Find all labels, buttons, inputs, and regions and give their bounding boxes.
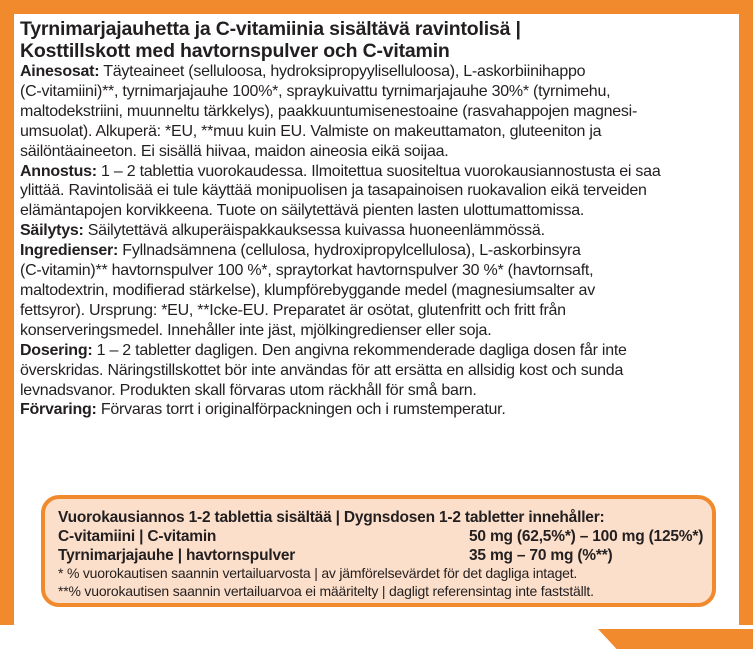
nutrient-name: Tyrnimarjajauhe | havtornspulver	[58, 547, 296, 564]
nutrition-box	[41, 495, 716, 607]
orange-corner-tab	[598, 629, 753, 649]
section-text: (C-vitamiini)**, tyrnimarjajauhe 100%*, spraykuivattu tyrnimarjajauhe 30%* (tyrnimehu,	[20, 82, 611, 100]
nutrition-row	[58, 546, 698, 565]
section-text: fettsyror). Ursprung: *EU, **Icke-EU. Preparatet är osötat, glutenfritt och fritt från	[20, 301, 566, 319]
section-ainesosat	[20, 62, 710, 162]
title-finnish: Tyrnimarjajauhetta ja C-vitamiinia sisältävä ravintolisä |	[20, 18, 521, 40]
footnote: * % vuorokautisen saannin vertailuarvosta | av jämförelsevärdet för det dagliga intaget.	[58, 565, 578, 581]
section-text: Förvaras torrt i originalförpackningen och i rumstemperatur.	[96, 401, 506, 419]
section-text: konserveringsmedel. Innehåller inte jäst, mjölkingredienser eller soja.	[20, 321, 492, 339]
section-sailytys	[20, 221, 710, 241]
nutrient-amount: 50 mg (62,5%*) – 100 mg (125%*)	[469, 528, 704, 545]
section-text: Säilytettävä alkuperäispakkauksessa kuivassa huoneenlämmössä.	[83, 222, 545, 240]
section-forvaring	[20, 400, 710, 420]
section-ingredienser	[20, 241, 710, 341]
section-label: Säilytys:	[20, 222, 84, 240]
section-text: (C-vitamin)** havtornspulver 100 %*, spraytorkat havtornspulver 30 %* (havtornsaft,	[20, 262, 594, 280]
section-annostus	[20, 162, 710, 222]
section-text: Täyteaineet (selluloosa, hydroksipropyyliselluloosa), L-askorbiinihappo	[99, 63, 586, 80]
section-text: ylittää. Ravintolisää ei tule käyttää monipuolisen ja tasapainoisen ruokavalion eikä terveiden	[20, 182, 647, 200]
footnote: **% vuorokautisen saannin vertailuarvoa ei määritelty | dagligt referensintag inte fastställt.	[58, 582, 594, 599]
section-text: överskridas. Näringstillskottet bör inte användas för att ersätta en allsidig kost och sunda	[20, 361, 624, 379]
section-text: maltodekstriini, muunneltu tärkkelys), paakkuuntumisenestoaine (rasvahappojen magnesi-	[20, 102, 638, 120]
nutrient-name: C-vitamiini | C-vitamin	[58, 528, 217, 545]
nutrient-amount: 35 mg – 70 mg (%**)	[469, 547, 613, 564]
section-label: Förvaring:	[20, 401, 97, 419]
section-text: 1 – 2 tablettia vuorokaudessa. Ilmoitettua suositeltua vuorokausiannostusta ei saa	[96, 162, 661, 180]
section-dosering	[20, 341, 710, 401]
section-text: Fyllnadsämnena (cellulosa, hydroxipropylcellulosa), L-askorbinsyra	[118, 242, 581, 260]
section-text: levnadsvanor. Produkten skall förvaras utom räckhåll för små barn.	[20, 381, 477, 399]
label-text	[20, 18, 710, 420]
nutrition-row	[58, 527, 704, 546]
section-label: Dosering:	[20, 341, 93, 359]
title-swedish: Kosttillskott med havtornspulver och C-vitamin	[20, 40, 450, 62]
section-text: 1 – 2 tabletter dagligen. Den angivna rekommenderade dagliga dosen får inte	[92, 341, 627, 359]
section-text: umsuolat). Alkuperä: *EU, **muu kuin EU. Valmiste on makeuttamaton, gluteeniton ja	[20, 122, 602, 140]
section-label: Ainesosat:	[20, 63, 100, 80]
product-title	[20, 18, 710, 62]
section-text: säilöntäaineeton. Ei sisällä hiivaa, maidon aineosia eikä soijaa.	[20, 142, 449, 160]
section-label: Annostus:	[20, 162, 97, 180]
section-text: maltodextrin, modifierad stärkelse), klumpförebyggande medel (magnesiumsalter av	[20, 281, 595, 299]
section-label: Ingredienser:	[20, 242, 119, 260]
nutrition-heading: Vuorokausiannos 1-2 tablettia sisältää | Dygnsdosen 1-2 tabletter innehåller:	[58, 509, 605, 526]
section-text: elämäntapojen korvikkeena. Tuote on säilytettävä pienten lasten ulottumattomissa.	[20, 202, 585, 220]
